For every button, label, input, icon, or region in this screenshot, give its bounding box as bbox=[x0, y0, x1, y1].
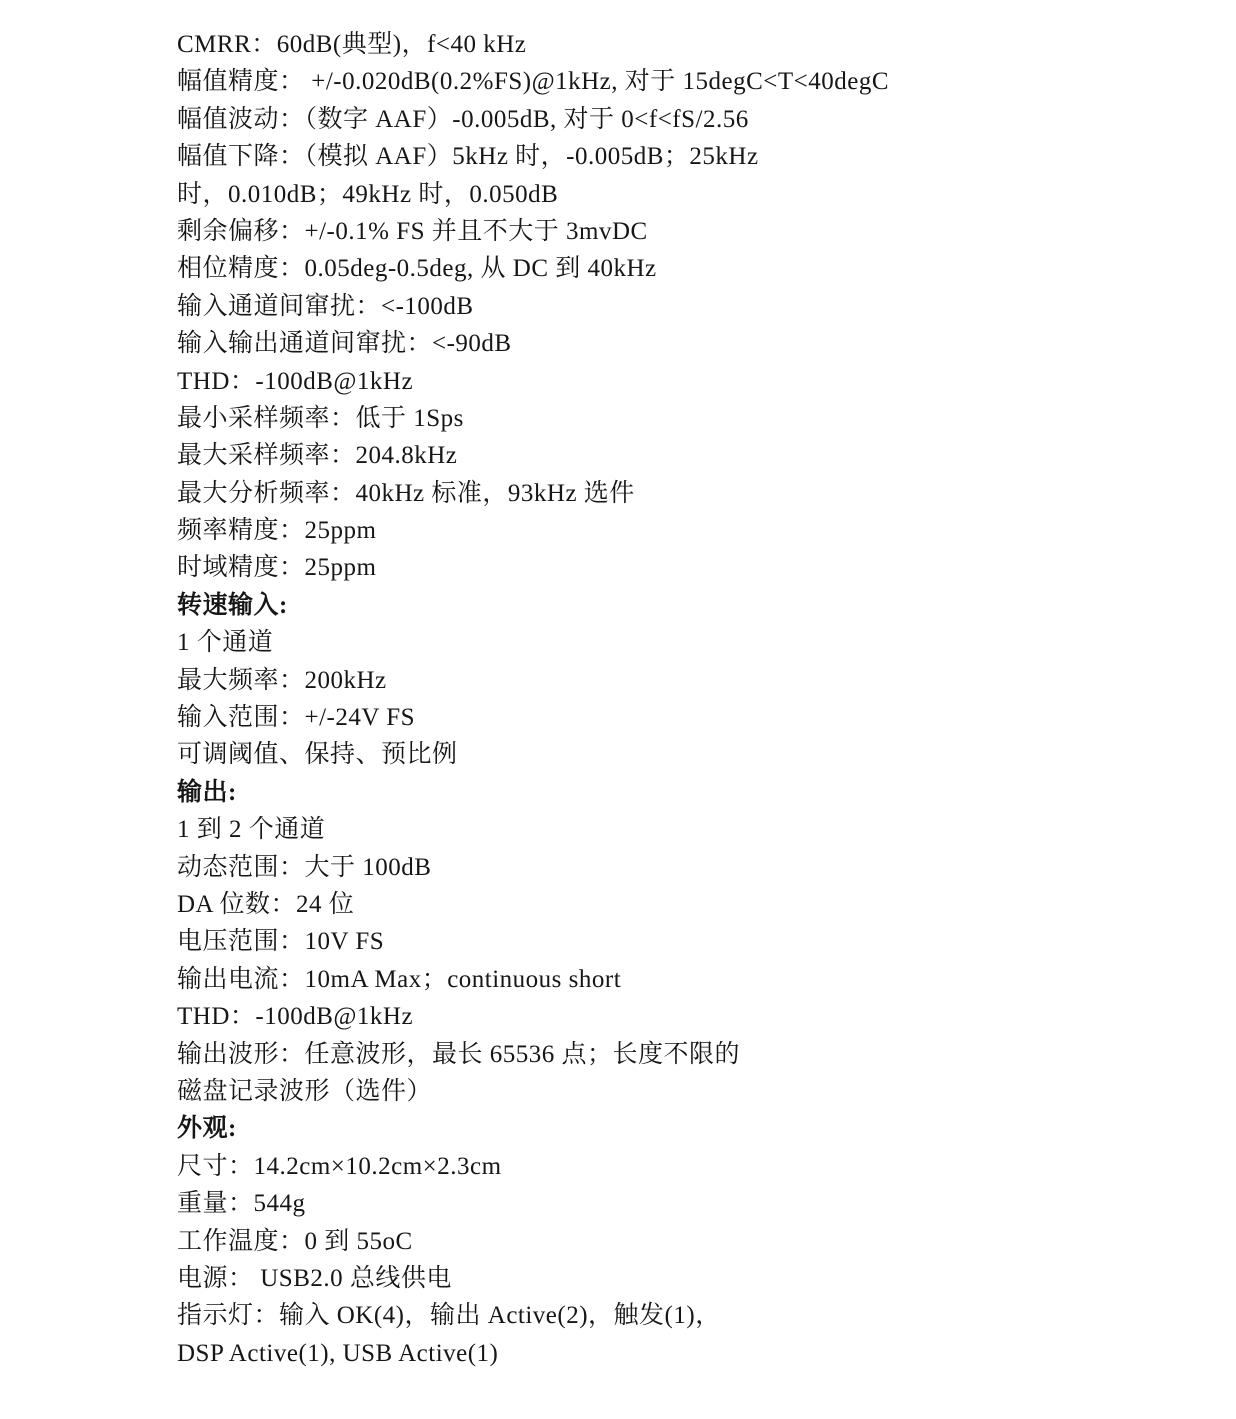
spec-line: 输出电流：10mA Max；continuous short bbox=[177, 965, 622, 993]
spec-line: THD：-100dB@1kHz bbox=[177, 367, 414, 395]
spec-line: 幅值精度： +/-0.020dB(0.2%FS)@1kHz, 对于 15degC<T<40degC bbox=[177, 68, 890, 96]
spec-line: 幅值波动：（数字 AAF）-0.005dB, 对于 0<f<fS/2.56 bbox=[177, 105, 749, 133]
section-heading: 外观: bbox=[177, 1115, 237, 1143]
spec-line: 时域精度：25ppm bbox=[177, 554, 377, 582]
spec-line: 重量：544g bbox=[177, 1190, 306, 1218]
spec-line: 最大采样频率：204.8kHz bbox=[177, 442, 458, 470]
spec-line: DSP Active(1), USB Active(1) bbox=[177, 1339, 499, 1367]
spec-line: 频率精度：25ppm bbox=[177, 517, 377, 545]
spec-line: 剩余偏移：+/-0.1% FS 并且不大于 3mvDC bbox=[177, 217, 648, 245]
spec-line: 输入输出通道间窜扰：<-90dB bbox=[177, 330, 512, 358]
spec-line: 1 到 2 个通道 bbox=[177, 816, 326, 844]
spec-line: 尺寸：14.2cm×10.2cm×2.3cm bbox=[177, 1152, 502, 1180]
spec-line: 磁盘记录波形（选件） bbox=[177, 1077, 433, 1105]
spec-line: 工作温度：0 到 55oC bbox=[177, 1227, 413, 1255]
spec-text-block bbox=[177, 26, 889, 1372]
spec-line: 可调阈值、保持、预比例 bbox=[177, 741, 458, 769]
spec-line: 输入通道间窜扰：<-100dB bbox=[177, 292, 474, 320]
section-heading: 转速输入: bbox=[177, 591, 288, 619]
spec-line: 幅值下降：（模拟 AAF）5kHz 时，-0.005dB；25kHz bbox=[177, 143, 759, 171]
spec-line: 最大分析频率：40kHz 标准，93kHz 选件 bbox=[177, 479, 635, 507]
spec-line: 输入范围：+/-24V FS bbox=[177, 704, 416, 732]
spec-line: 电压范围：10V FS bbox=[177, 928, 385, 956]
spec-line: 动态范围：大于 100dB bbox=[177, 853, 432, 881]
spec-line: THD：-100dB@1kHz bbox=[177, 1003, 414, 1031]
spec-line: 最大频率：200kHz bbox=[177, 666, 387, 694]
spec-line: 相位精度：0.05deg-0.5deg, 从 DC 到 40kHz bbox=[177, 255, 657, 283]
spec-line: 输出波形：任意波形，最长 65536 点；长度不限的 bbox=[177, 1040, 741, 1068]
spec-line: 1 个通道 bbox=[177, 629, 274, 657]
section-heading: 输出: bbox=[177, 778, 237, 806]
spec-line: 时，0.010dB；49kHz 时，0.050dB bbox=[177, 180, 559, 208]
spec-line: 电源： USB2.0 总线供电 bbox=[177, 1264, 452, 1292]
spec-line: 最小采样频率：低于 1Sps bbox=[177, 404, 464, 432]
spec-line: DA 位数：24 位 bbox=[177, 890, 355, 918]
spec-line: CMRR：60dB(典型)，f<40 kHz bbox=[177, 31, 527, 58]
spec-line: 指示灯：输入 OK(4)，输出 Active(2)，触发(1)， bbox=[177, 1302, 721, 1330]
